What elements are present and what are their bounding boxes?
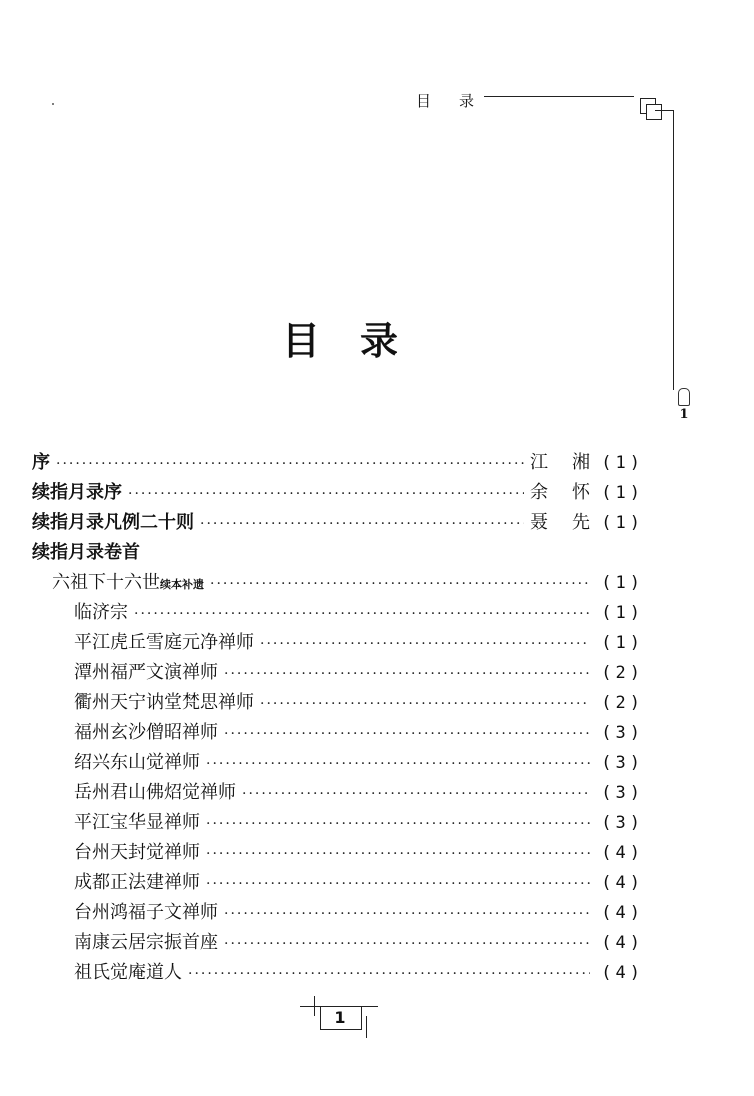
leader-dots	[206, 876, 590, 892]
leader-dots	[128, 486, 524, 502]
toc-entry[interactable]	[52, 568, 644, 598]
toc-entry[interactable]	[74, 748, 644, 778]
toc-entry[interactable]	[74, 838, 644, 868]
toc-entry-title: 平江虎丘雪庭元净禅师	[74, 632, 254, 653]
toc-entry-title: 台州天封觉禅师	[74, 842, 200, 863]
toc-section-heading[interactable]	[32, 538, 644, 568]
toc-entry-title: 潭州福严文演禅师	[74, 662, 218, 683]
toc-entry[interactable]	[32, 508, 644, 538]
toc-entry-title: 续指月录凡例二十则	[32, 512, 194, 533]
toc-entry-title: 续指月录序	[32, 482, 122, 503]
leader-dots	[206, 846, 590, 862]
toc-entry-page: (1)	[601, 573, 644, 593]
toc-entry-page: (4)	[601, 843, 644, 863]
author-char: 余	[530, 482, 548, 503]
toc-entry-page: (2)	[601, 693, 644, 713]
toc-entry-page: (3)	[601, 783, 644, 803]
toc-entry-page: (4)	[601, 873, 644, 893]
page-number: 1	[334, 1008, 346, 1027]
leader-dots	[224, 726, 590, 742]
leader-dots	[200, 516, 524, 532]
toc-entry-title: 南康云居宗振首座	[74, 932, 218, 953]
toc-entry[interactable]	[74, 688, 644, 718]
corner-ornament-front	[646, 104, 662, 120]
ink-speck	[52, 103, 54, 105]
toc-entry-page: (2)	[601, 663, 644, 683]
side-rule	[673, 110, 674, 390]
page-title-char-2: 录	[360, 319, 439, 363]
author-char: 湘	[572, 452, 590, 473]
toc-entry-title: 绍兴东山觉禅师	[74, 752, 200, 773]
toc-entry[interactable]	[32, 478, 644, 508]
leader-dots	[134, 606, 590, 622]
page-title-char-1: 目	[282, 319, 361, 363]
toc-entry-page: (3)	[601, 723, 644, 743]
toc-entry-title: 成都正法建禅师	[74, 872, 200, 893]
toc-entry-author	[530, 448, 590, 474]
toc-entry[interactable]	[74, 808, 644, 838]
leader-dots	[56, 456, 524, 472]
toc-entry-title: 衢州天宁讷堂梵思禅师	[74, 692, 254, 713]
running-header-char-2: 录	[459, 92, 477, 110]
toc-entry[interactable]	[32, 448, 644, 478]
page-title	[282, 310, 438, 365]
toc-entry[interactable]	[74, 658, 644, 688]
toc-section-title: 续指月录卷首	[32, 542, 140, 563]
folio-rule-right	[366, 1016, 367, 1038]
leader-dots	[188, 966, 590, 982]
toc-entry[interactable]	[74, 628, 644, 658]
author-char: 怀	[572, 482, 590, 503]
toc-entry-title: 福州玄沙僧昭禅师	[74, 722, 218, 743]
toc-entry-note: 续本补遗	[160, 578, 204, 591]
leader-dots	[242, 786, 590, 802]
toc-entry[interactable]	[74, 958, 644, 988]
leader-dots	[206, 756, 590, 772]
leader-dots	[224, 666, 590, 682]
toc-entry[interactable]	[74, 598, 644, 628]
figure-icon	[678, 388, 690, 406]
side-page-marker	[666, 388, 702, 434]
toc-entry[interactable]	[74, 718, 644, 748]
toc-entry-title: 岳州君山佛炤觉禅师	[74, 782, 236, 803]
toc-entry-title: 临济宗	[74, 602, 128, 623]
author-char: 聂	[530, 512, 548, 533]
side-page-number: 1	[679, 407, 689, 422]
toc-entry[interactable]	[74, 928, 644, 958]
toc-entry[interactable]	[74, 778, 644, 808]
toc-entry-title	[52, 568, 204, 594]
leader-dots	[224, 936, 590, 952]
toc-entry-page: (4)	[601, 963, 644, 983]
toc-entry-page: (1)	[601, 513, 644, 533]
toc-entry[interactable]	[74, 898, 644, 928]
toc-entry[interactable]	[74, 868, 644, 898]
leader-dots	[260, 636, 590, 652]
toc-entry-page: (1)	[601, 453, 644, 473]
toc-entry-page: (4)	[601, 933, 644, 953]
author-char: 先	[572, 512, 590, 533]
toc-entry-page: (1)	[601, 603, 644, 623]
running-header	[416, 90, 476, 111]
toc-entry-author	[530, 508, 590, 534]
corner-connector-rule	[655, 110, 673, 111]
toc-entry-author	[530, 478, 590, 504]
leader-dots	[210, 576, 590, 592]
toc-entry-title: 祖氏觉庵道人	[74, 962, 182, 983]
toc-entry-page: (1)	[601, 483, 644, 503]
leader-dots	[224, 906, 590, 922]
running-header-char-1: 目	[416, 92, 434, 110]
toc-entry-page: (3)	[601, 813, 644, 833]
toc-entry-title-text: 六祖下十六世	[52, 572, 160, 593]
toc-entry-title: 序	[32, 452, 50, 473]
toc-entry-page: (3)	[601, 753, 644, 773]
leader-dots	[206, 816, 590, 832]
toc-entry-page: (1)	[601, 633, 644, 653]
leader-dots	[260, 696, 590, 712]
header-rule	[484, 96, 634, 97]
author-char: 江	[530, 452, 548, 473]
toc-entry-page: (4)	[601, 903, 644, 923]
toc-entry-title: 平江宝华显禅师	[74, 812, 200, 833]
toc-entry-title: 台州鸿福子文禅师	[74, 902, 218, 923]
